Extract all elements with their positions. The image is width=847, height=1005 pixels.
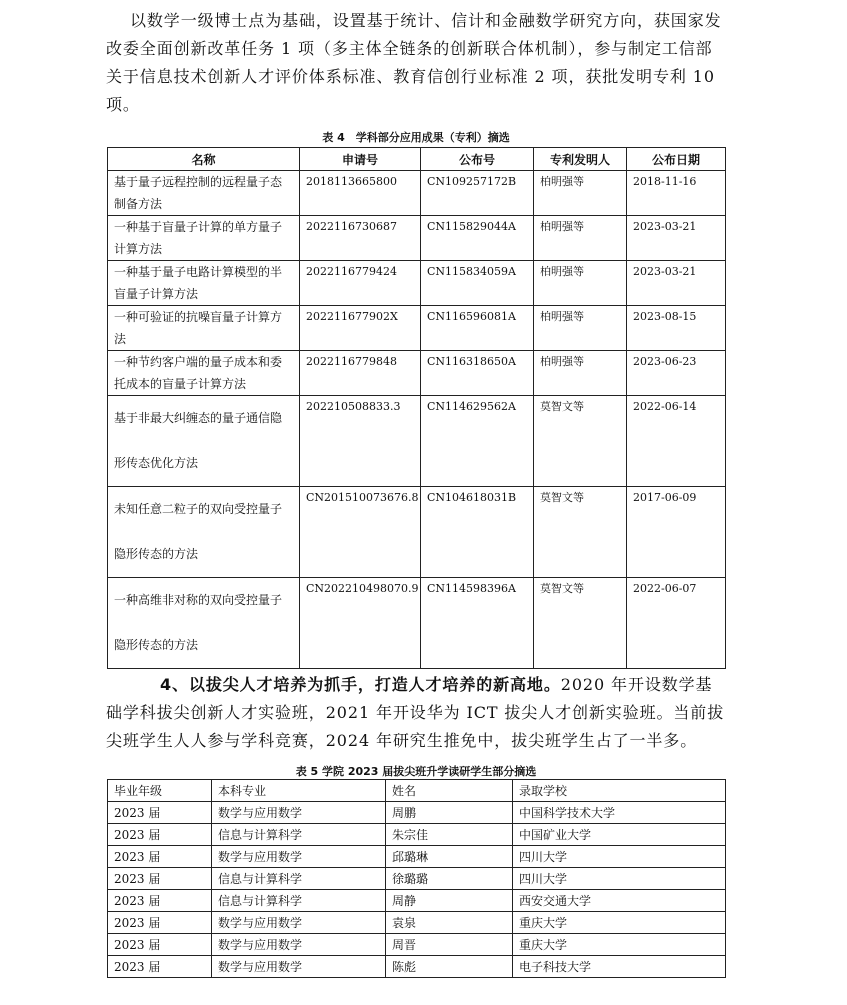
- student-table: [107, 779, 726, 978]
- student-name: 朱宗佳: [386, 824, 513, 846]
- table-row: [108, 846, 726, 868]
- patent-name: 基于非最大纠缠态的量子通信隐形传态优化方法: [108, 396, 300, 487]
- grade: 2023 届: [108, 802, 212, 824]
- table-header-row: [108, 780, 726, 802]
- school: 电子科技大学: [513, 956, 726, 978]
- table-row: [108, 396, 726, 487]
- student-name: 袁泉: [386, 912, 513, 934]
- patent-name: 一种基于盲量子计算的单方量子计算方法: [108, 216, 300, 261]
- major: 信息与计算科学: [212, 824, 386, 846]
- student-name: 徐璐璐: [386, 868, 513, 890]
- inventor: 莫智文等: [534, 396, 627, 487]
- application-number: 202210508833.3: [300, 396, 421, 487]
- major: 数学与应用数学: [212, 934, 386, 956]
- talent-paragraph: [106, 671, 728, 755]
- grade: 2023 届: [108, 890, 212, 912]
- publication-date: 2023-06-23: [627, 351, 726, 396]
- patent-name: 一种基于量子电路计算模型的半盲量子计算方法: [108, 261, 300, 306]
- inventor: 柏明强等: [534, 171, 627, 216]
- application-number: CN201510073676.8: [300, 487, 421, 578]
- table-row: [108, 824, 726, 846]
- patent-name: 一种节约客户端的量子成本和委托成本的盲量子计算方法: [108, 351, 300, 396]
- header-grade: 毕业年级: [108, 780, 212, 802]
- table-row: [108, 487, 726, 578]
- publication-date: 2023-08-15: [627, 306, 726, 351]
- student-name: 周晋: [386, 934, 513, 956]
- student-name: 陈彪: [386, 956, 513, 978]
- patent-name: 一种可验证的抗噪盲量子计算方法: [108, 306, 300, 351]
- publication-date: 2018-11-16: [627, 171, 726, 216]
- table-header-row: [108, 148, 726, 171]
- major: 信息与计算科学: [212, 868, 386, 890]
- student-name: 周鹏: [386, 802, 513, 824]
- header-pub-no: 公布号: [421, 148, 534, 171]
- header-major: 本科专业: [212, 780, 386, 802]
- table4-caption: 表 4 学科部分应用成果（专利）摘选: [322, 131, 510, 144]
- application-number: 2022116779424: [300, 261, 421, 306]
- publication-date: 2022-06-14: [627, 396, 726, 487]
- publication-number: CN115834059A: [421, 261, 534, 306]
- school: 中国矿业大学: [513, 824, 726, 846]
- table-row: [108, 956, 726, 978]
- application-number: CN202210498070.9: [300, 578, 421, 669]
- table-row: [108, 868, 726, 890]
- school: 重庆大学: [513, 934, 726, 956]
- inventor: 莫智文等: [534, 578, 627, 669]
- patent-name: 基于量子远程控制的远程量子态制备方法: [108, 171, 300, 216]
- major: 数学与应用数学: [212, 956, 386, 978]
- publication-date: 2022-06-07: [627, 578, 726, 669]
- patent-name: 一种高维非对称的双向受控量子隐形传态的方法: [108, 578, 300, 669]
- table-row: [108, 216, 726, 261]
- publication-date: 2023-03-21: [627, 261, 726, 306]
- table-row: [108, 351, 726, 396]
- grade: 2023 届: [108, 824, 212, 846]
- publication-date: 2023-03-21: [627, 216, 726, 261]
- grade: 2023 届: [108, 846, 212, 868]
- publication-number: CN115829044A: [421, 216, 534, 261]
- intro-paragraph: 以数学一级博士点为基础，设置基于统计、信计和金融数学研究方向，获国家发改委全面创新改革任务 1 项（多主体全链条的创新联合体机制），参与制定工信部关于信息技术创新人才评价体系标准、教育信创行业标准 2 项，获批发明专利 10 项。: [106, 11, 722, 114]
- table-row: [108, 802, 726, 824]
- inventor: 柏明强等: [534, 261, 627, 306]
- inventor: 柏明强等: [534, 306, 627, 351]
- header-name: 名称: [108, 148, 300, 171]
- table-row: [108, 306, 726, 351]
- publication-number: CN116596081A: [421, 306, 534, 351]
- talent-text: 2020 年开设数学基础学科拔尖创新人才实验班，2021 年开设华为 ICT 拔尖人才创新实验班。当前拔尖班学生人人参与学科竞赛，2024 年研究生推免中，拔尖班学生占了一半多。: [106, 675, 725, 750]
- application-number: 202211677902X: [300, 306, 421, 351]
- major: 信息与计算科学: [212, 890, 386, 912]
- table-row: [108, 578, 726, 669]
- header-inventor: 专利发明人: [534, 148, 627, 171]
- application-number: 2018113665800: [300, 171, 421, 216]
- publication-number: CN114629562A: [421, 396, 534, 487]
- inventor: 柏明强等: [534, 216, 627, 261]
- patent-table: [107, 147, 726, 669]
- header-date: 公布日期: [627, 148, 726, 171]
- publication-number: CN114598396A: [421, 578, 534, 669]
- header-app-no: 申请号: [300, 148, 421, 171]
- student-name: 邱璐琳: [386, 846, 513, 868]
- student-name: 周静: [386, 890, 513, 912]
- grade: 2023 届: [108, 912, 212, 934]
- application-number: 2022116730687: [300, 216, 421, 261]
- patent-name: 未知任意二粒子的双向受控量子隐形传态的方法: [108, 487, 300, 578]
- grade: 2023 届: [108, 868, 212, 890]
- school: 四川大学: [513, 868, 726, 890]
- application-number: 2022116779848: [300, 351, 421, 396]
- inventor: 柏明强等: [534, 351, 627, 396]
- grade: 2023 届: [108, 956, 212, 978]
- school: 重庆大学: [513, 912, 726, 934]
- table-row: [108, 261, 726, 306]
- major: 数学与应用数学: [212, 912, 386, 934]
- inventor: 莫智文等: [534, 487, 627, 578]
- school: 四川大学: [513, 846, 726, 868]
- publication-date: 2017-06-09: [627, 487, 726, 578]
- school: 西安交通大学: [513, 890, 726, 912]
- header-school: 录取学校: [513, 780, 726, 802]
- publication-number: CN104618031B: [421, 487, 534, 578]
- school: 中国科学技术大学: [513, 802, 726, 824]
- header-student-name: 姓名: [386, 780, 513, 802]
- major: 数学与应用数学: [212, 846, 386, 868]
- grade: 2023 届: [108, 934, 212, 956]
- publication-number: CN116318650A: [421, 351, 534, 396]
- table-row: [108, 171, 726, 216]
- talent-heading: 4、以拔尖人才培养为抓手，打造人才培养的新高地。: [160, 675, 561, 694]
- table-row: [108, 934, 726, 956]
- publication-number: CN109257172B: [421, 171, 534, 216]
- major: 数学与应用数学: [212, 802, 386, 824]
- table5-caption: 表 5 学院 2023 届拔尖班升学读研学生部分摘选: [295, 765, 537, 778]
- table-row: [108, 890, 726, 912]
- table-row: [108, 912, 726, 934]
